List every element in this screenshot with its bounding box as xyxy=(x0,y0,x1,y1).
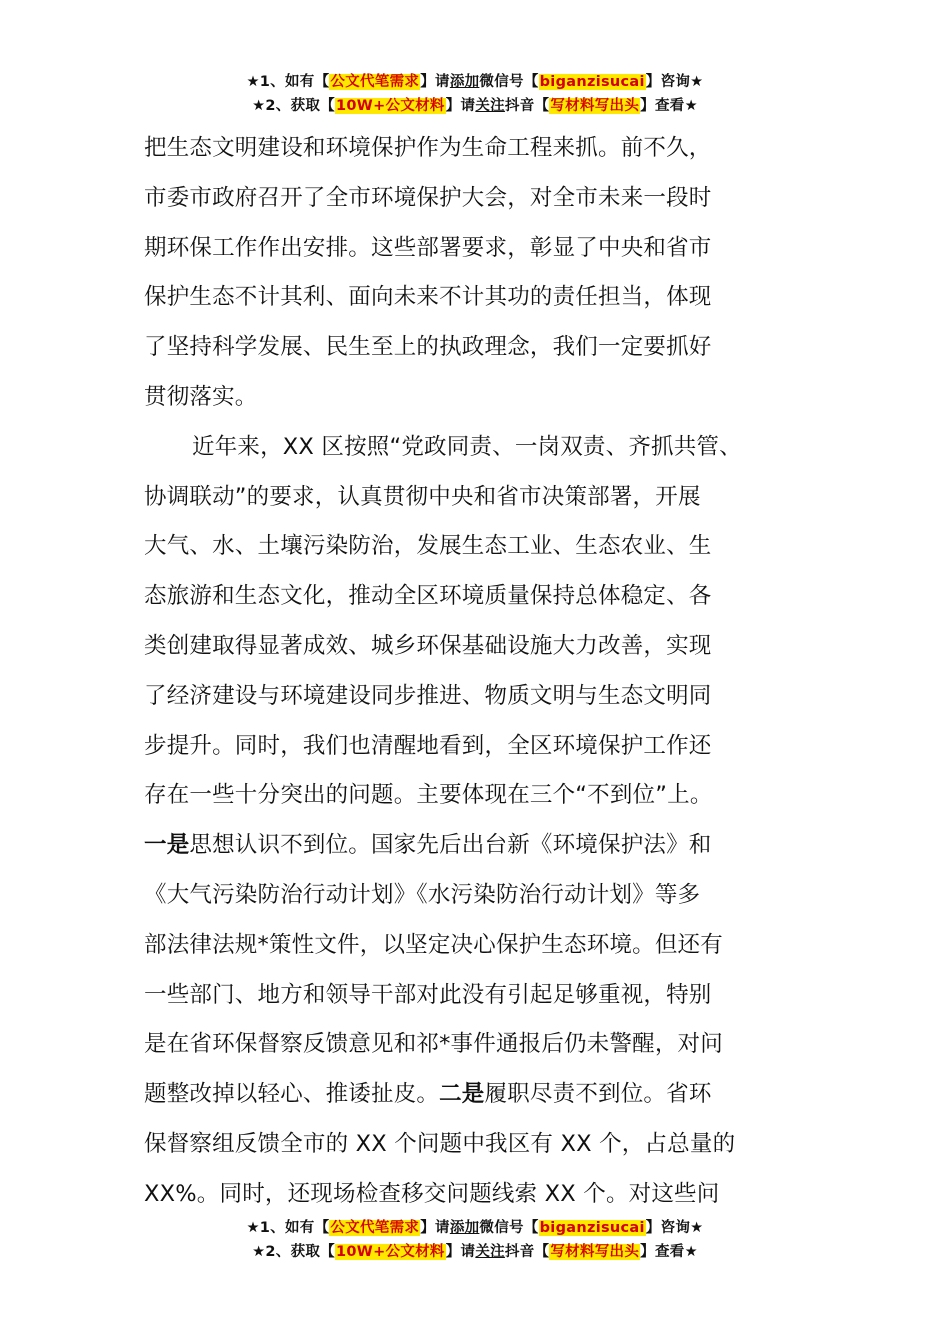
banner-line-1: ★1、如有【公文代笔需求】请添加微信号【biganzisucai】咨询★ xyxy=(246,1220,704,1236)
text-line: 一些部门、地方和领导干部对此没有引起足够重视，特别 xyxy=(144,981,712,1008)
text-line: 近年来，XX 区按照“党政同责、一岗双责、齐抓共管、 xyxy=(192,433,742,460)
text-line: 一是思想认识不到位。国家先后出台新《环境保护法》和 xyxy=(144,832,712,859)
text-line: 期环保工作作出安排。这些部署要求，彰显了中央和省市 xyxy=(144,234,712,261)
text-line: 了经济建设与环境建设同步推进、物质文明与生态文明同 xyxy=(144,682,712,709)
text-line: 保护生态不计其利、面向未来不计其功的责任担当，体现 xyxy=(144,284,712,311)
text-line: 是在省环保督察反馈意见和祁*事件通报后仍未警醒，对问 xyxy=(144,1031,723,1058)
point-two-label: 二是 xyxy=(439,1081,485,1108)
text-line: 协调联动”的要求，认真贯彻中央和省市决策部署，开展 xyxy=(144,483,701,510)
highlight-materials: 10W+公文材料 xyxy=(336,98,445,114)
text-line: 态旅游和生态文化，推动全区环境质量保持总体稳定、各 xyxy=(144,583,712,610)
highlight-materials: 10W+公文材料 xyxy=(336,1244,445,1260)
text-line: XX%。同时，还现场检查移交问题线索 XX 个。对这些问 xyxy=(144,1180,720,1207)
text-line: 存在一些十分突出的问题。主要体现在三个“不到位”上。 xyxy=(144,782,713,809)
highlight-service: 公文代笔需求 xyxy=(330,74,420,90)
highlight-douyin: 写材料写出头 xyxy=(550,1244,640,1260)
text-line: 部法律法规*策性文件，以坚定决心保护生态环境。但还有 xyxy=(144,931,723,958)
paragraph-2 xyxy=(144,423,814,1220)
highlight-wechat-id: biganzisucai xyxy=(539,74,645,90)
point-one-label: 一是 xyxy=(144,832,190,859)
text-line: 把生态文明建设和环境保护作为生命工程来抓。前不久， xyxy=(144,135,712,161)
text-line: 贯彻落实。 xyxy=(144,383,258,410)
highlight-service: 公文代笔需求 xyxy=(330,1220,420,1236)
highlight-douyin: 写材料写出头 xyxy=(550,98,640,114)
text-line: 题整改掉以轻心、推诿扯皮。二是履职尽责不到位。省环 xyxy=(144,1081,712,1108)
highlight-wechat-id: biganzisucai xyxy=(539,1220,645,1236)
banner-line-1: ★1、如有【公文代笔需求】请添加微信号【biganzisucai】咨询★ xyxy=(246,74,704,90)
text-line: 大气、水、土壤污染防治，发展生态工业、生态农业、生 xyxy=(144,533,712,560)
text-line: 《大气污染防治行动计划》《水污染防治行动计划》等多 xyxy=(144,881,701,908)
banner-line-2: ★2、获取【10W+公文材料】请关注抖音【写材料写出头】查看★ xyxy=(252,98,698,114)
top-banner xyxy=(0,70,950,118)
text-line: 市委市政府召开了全市环境保护大会，对全市未来一段时 xyxy=(144,184,712,211)
text-line: 保督察组反馈全市的 XX 个问题中我区有 XX 个，占总量的 xyxy=(144,1130,736,1157)
text-line: 了坚持科学发展、民生至上的执政理念，我们一定要抓好 xyxy=(144,334,712,361)
banner-line-2: ★2、获取【10W+公文材料】请关注抖音【写材料写出头】查看★ xyxy=(252,1244,698,1260)
paragraph-1 xyxy=(144,124,814,423)
document-body xyxy=(144,124,814,1220)
bottom-banner xyxy=(0,1216,950,1264)
text-line: 类创建取得显著成效、城乡环保基础设施大力改善，实现 xyxy=(144,632,712,659)
text-line: 步提升。同时，我们也清醒地看到，全区环境保护工作还 xyxy=(144,732,712,759)
